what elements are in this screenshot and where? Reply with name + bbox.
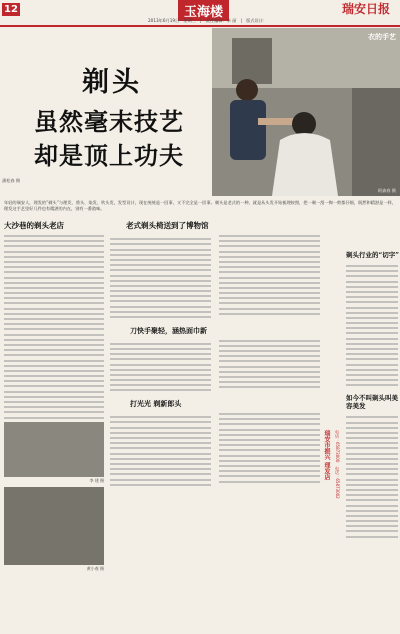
col1-photo-1 bbox=[4, 422, 104, 477]
page-number: 12 bbox=[2, 3, 20, 16]
col1-title: 大沙巷的剃头老店 bbox=[4, 221, 64, 230]
photo-credit-right: 阿森春 摄 bbox=[377, 188, 396, 193]
column-1 bbox=[4, 220, 104, 630]
col2-title: 老式剃头椅送到了博物馆 bbox=[126, 221, 209, 230]
masthead-rule bbox=[0, 25, 400, 27]
col1-photo-caption-2: 黄小春 摄 bbox=[86, 565, 104, 571]
column-2 bbox=[110, 220, 320, 630]
section-title: 玉海楼 bbox=[178, 0, 229, 21]
ad-label-2: 电话：65873000 电话：65873002 bbox=[335, 430, 340, 499]
column-3 bbox=[346, 250, 398, 630]
col2-text-lines-2 bbox=[110, 340, 320, 393]
lead-photo bbox=[212, 28, 400, 196]
section-tag: 衣的手艺 bbox=[368, 33, 396, 41]
col2-text-lines bbox=[110, 235, 320, 320]
col3-text-lines bbox=[346, 265, 398, 386]
headline-line-3: 却是顶上功夫 bbox=[34, 141, 184, 170]
ad-strip bbox=[322, 430, 342, 630]
col1-photo-caption: 李 建 摄 bbox=[89, 477, 104, 483]
dateline: 2013年6月19日 星期三 | 责任编辑：李 丽 | 版式设计： bbox=[148, 18, 268, 23]
barber-photo-illustration bbox=[212, 28, 400, 196]
col1-text-lines bbox=[4, 235, 104, 419]
col3-subhead: 如今不叫剃头叫美容美发 bbox=[346, 394, 398, 411]
col3-text-lines-2 bbox=[346, 416, 398, 537]
col2-text-lines-3 bbox=[110, 413, 320, 487]
lead-intro: 年轻的瑞安人，理发的“剃头”与理发、烫头、染发、吹头发，发型设计，现在统统是一回事，又不完全是一回事。剃头是老式的一种，就是从头发开始梳理按照，把一剃一刮一掏一剪都仔细，既然和精湛是一样，理发这手艺里好几件也有精湛的内在，别有一番韵味。 bbox=[4, 200, 396, 211]
headline-line-1: 剃头 bbox=[82, 67, 142, 98]
headline-line-2: 虽然毫末技艺 bbox=[34, 107, 184, 136]
col2-subhead-1: 刀快手聚轻，涵热面巾新 bbox=[130, 325, 207, 335]
paper-name-logo: 瑞安日报 bbox=[342, 2, 391, 16]
col1-photo-2 bbox=[4, 487, 104, 565]
col2-subhead-2: 打光光 剃新郎头 bbox=[130, 399, 182, 409]
ad-label: 瑞安市振兴 理发店 bbox=[323, 430, 330, 481]
col3-title: 剃头行业的“切字” bbox=[346, 251, 399, 259]
photo-credit-left: 潘松春 摄 bbox=[2, 178, 21, 183]
lead-headline-block bbox=[0, 28, 212, 198]
